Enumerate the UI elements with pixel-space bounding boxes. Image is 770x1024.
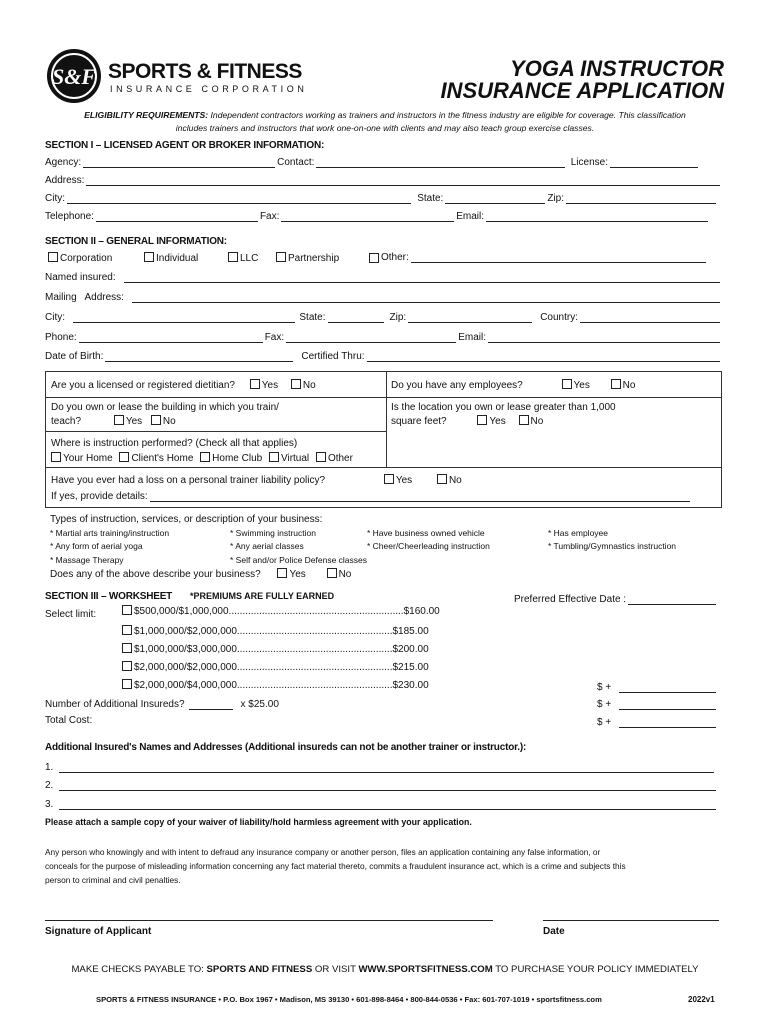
other-row	[369, 252, 708, 263]
employees-no-checkbox[interactable]	[611, 379, 621, 389]
dietitian-question: Are you a licensed or registered dietitian? Yes No	[51, 380, 316, 391]
grid-divider-h2	[45, 431, 387, 432]
brand-sub: INSURANCE CORPORATION	[110, 84, 308, 94]
dob-row	[45, 351, 722, 362]
instruction-item: * Have business owned vehicle	[367, 528, 485, 538]
telephone-label: Telephone:	[45, 211, 94, 222]
svg-text:S&F: S&F	[51, 64, 97, 89]
state2-label: State:	[299, 312, 326, 323]
instruction-item: * Massage Therapy	[50, 555, 124, 565]
loss-details-field[interactable]	[150, 491, 690, 502]
date-line[interactable]	[543, 920, 719, 921]
home-club-checkbox[interactable]	[200, 452, 210, 462]
eligibility-line1: Independent contractors working as trainers and instructors in the fitness industry are eligible for coverage. This classification	[208, 110, 686, 120]
corporation-checkbox[interactable]	[48, 252, 58, 262]
fax2-field[interactable]	[286, 332, 456, 343]
subtotal-field-1[interactable]	[619, 682, 716, 693]
llc-option[interactable]: LLC	[228, 252, 258, 264]
additional-insured-row: 2.	[45, 780, 718, 791]
limit-option[interactable]: $500,000/$1,000,000...............................................................$160.00	[122, 605, 440, 617]
additional-insured-field-1[interactable]	[59, 762, 714, 773]
email2-field[interactable]	[488, 332, 720, 343]
footer-contact: SPORTS & FITNESS INSURANCE • P.O. Box 1967 • Madison, MS 39130 • 601-898-8464 • 800-844-0536 • Fax: 601-707-1019 • sportsfitness.com	[96, 995, 602, 1004]
subtotal-row-1: $ +	[597, 682, 718, 693]
clients-home-checkbox[interactable]	[119, 452, 129, 462]
limit-option[interactable]: $1,000,000/$3,000,000........................................................$200.00	[122, 643, 429, 655]
eligibility-label: ELIGIBILITY REQUIREMENTS:	[84, 110, 209, 120]
signature-label: Signature of Applicant	[45, 926, 152, 937]
own-lease-no-checkbox[interactable]	[151, 415, 161, 425]
limit-option[interactable]: $2,000,000/$4,000,000........................................................$230.00	[122, 679, 429, 691]
phone-row	[45, 332, 722, 343]
subtotal-row-2: $ +	[597, 699, 718, 710]
zip2-label: Zip:	[389, 312, 407, 323]
additional-insured-field-2[interactable]	[59, 780, 716, 791]
loss-details-label: If yes, provide details:	[51, 491, 148, 502]
other-label: Other:	[381, 252, 409, 263]
section2-heading: SECTION II – GENERAL INFORMATION:	[45, 236, 227, 247]
grid-divider-h3	[45, 467, 722, 468]
subtotal-field-2[interactable]	[619, 699, 716, 710]
virtual-checkbox[interactable]	[269, 452, 279, 462]
limit-option[interactable]: $2,000,000/$2,000,000........................................................$215.00	[122, 661, 429, 673]
times-price: x $25.00	[240, 699, 279, 710]
brand-name: SPORTS & FITNESS	[108, 60, 302, 83]
city2-field[interactable]	[73, 312, 295, 323]
email-label: Email:	[456, 211, 484, 222]
loss-yes-checkbox[interactable]	[384, 474, 394, 484]
zip-label: Zip:	[547, 193, 564, 204]
fax-field[interactable]	[281, 211, 454, 222]
total-cost-label: Total Cost:	[45, 715, 93, 726]
state-label: State:	[417, 193, 444, 204]
grid-divider-h1	[45, 397, 722, 398]
llc-checkbox[interactable]	[228, 252, 238, 262]
telephone-field[interactable]	[96, 211, 258, 222]
additional-insured-field-3[interactable]	[59, 799, 716, 810]
named-insured-label: Named insured:	[45, 272, 116, 283]
license-label: License:	[570, 157, 608, 168]
num-additional-field[interactable]	[189, 699, 233, 710]
agency-row	[45, 157, 700, 168]
other-location-checkbox[interactable]	[316, 452, 326, 462]
named-insured-field[interactable]	[124, 272, 720, 283]
email-field[interactable]	[486, 211, 708, 222]
additional-heading: Additional Insured's Names and Addresses (Additional insureds can not be another trainer or instructor.):	[45, 742, 527, 753]
mailing-address-field[interactable]	[132, 292, 720, 303]
eligibility-text	[45, 109, 725, 135]
certified-thru-label: Certified Thru:	[301, 351, 365, 362]
zip2-field[interactable]	[408, 312, 532, 323]
instruction-heading: Types of instruction, services, or description of your business:	[50, 514, 323, 525]
instruction-item: * Self and/or Police Defense classes	[230, 555, 368, 565]
subtotal-row-3: $ +	[597, 717, 718, 728]
city-row-2	[45, 312, 722, 323]
grid-divider-v	[386, 371, 387, 467]
your-home-checkbox[interactable]	[51, 452, 61, 462]
loss-question: Have you ever had a loss on a personal trainer liability policy? Yes No	[51, 475, 462, 486]
limit-checkbox[interactable]	[122, 643, 132, 653]
location-yes-checkbox[interactable]	[477, 415, 487, 425]
additional-insured-row: 3.	[45, 799, 718, 810]
individual-checkbox[interactable]	[144, 252, 154, 262]
country-label: Country:	[540, 312, 578, 323]
describe-question: Does any of the above describe your business? Yes No	[50, 569, 352, 580]
dob-field[interactable]	[105, 351, 293, 362]
other-field[interactable]	[411, 252, 706, 263]
own-lease-question: Do you own or lease the building in which you train/ teach? Yes No	[51, 402, 279, 427]
mailing-address-row	[45, 292, 722, 303]
email2-label: Email:	[458, 332, 486, 343]
location-no-checkbox[interactable]	[519, 415, 529, 425]
zip-field[interactable]	[566, 193, 716, 204]
section1-heading: SECTION I – LICENSED AGENT OR BROKER INFORMATION:	[45, 140, 325, 151]
website-link[interactable]: WWW.SPORTSFITNESS.COM	[358, 964, 493, 975]
entity-type-row	[48, 252, 340, 264]
date-label: Date	[543, 926, 565, 937]
instruction-item: * Any form of aerial yoga	[50, 541, 143, 551]
address-label: Address:	[45, 175, 85, 186]
attach-note: Please attach a sample copy of your waiver of liability/hold harmless agreement with your application.	[45, 817, 472, 827]
effective-date-label: Preferred Effective Date :	[514, 594, 627, 605]
address-row-1	[45, 175, 722, 186]
instruction-item: * Has employee	[548, 528, 609, 538]
certified-thru-field[interactable]	[367, 351, 720, 362]
employees-yes-checkbox[interactable]	[562, 379, 572, 389]
checks-payable: MAKE CHECKS PAYABLE TO: SPORTS AND FITNESS OR VISIT WWW.SPORTSFITNESS.COM TO PURCHASE YOUR POLICY IMMEDIATELY	[71, 964, 699, 975]
dob-label: Date of Birth:	[45, 351, 104, 362]
limit-checkbox[interactable]	[122, 661, 132, 671]
describe-yes-checkbox[interactable]	[277, 568, 287, 578]
fax-label: Fax:	[259, 211, 280, 222]
other-checkbox[interactable]	[369, 253, 379, 263]
instruction-item: * Cheer/Cheerleading instruction	[367, 541, 490, 551]
premiums-note: *PREMIUMS ARE FULLY EARNED	[190, 591, 335, 601]
partnership-option[interactable]: Partnership	[276, 252, 339, 264]
logo-emblem	[46, 48, 102, 104]
total-cost-field[interactable]	[619, 717, 716, 728]
effective-date-row	[514, 594, 718, 605]
telephone-row	[45, 211, 710, 222]
city-row-1	[45, 193, 718, 204]
select-limit-label: Select limit:	[45, 609, 97, 620]
state-field[interactable]	[445, 193, 545, 204]
instruction-item: * Any aerial classes	[230, 541, 304, 551]
address-field[interactable]	[86, 175, 720, 186]
limit-checkbox[interactable]	[122, 605, 132, 615]
additional-insured-row: 1.	[45, 762, 716, 773]
additional-count-row	[45, 699, 300, 710]
named-insured-row	[45, 272, 722, 283]
dietitian-no-checkbox[interactable]	[291, 379, 301, 389]
limit-checkbox[interactable]	[122, 625, 132, 635]
fax2-label: Fax:	[264, 332, 285, 343]
agency-label: Agency:	[45, 157, 82, 168]
instruction-item: * Martial arts training/instruction	[50, 528, 170, 538]
limit-option[interactable]: $1,000,000/$2,000,000........................................................$185.00	[122, 625, 429, 637]
state2-field[interactable]	[328, 312, 384, 323]
describe-no-checkbox[interactable]	[327, 568, 337, 578]
city-field[interactable]	[67, 193, 411, 204]
individual-option[interactable]: Individual	[144, 252, 198, 264]
phone-field[interactable]	[79, 332, 263, 343]
signature-line[interactable]	[45, 920, 493, 921]
loss-details-row	[51, 491, 692, 502]
effective-date-field[interactable]	[628, 594, 716, 605]
agency-field[interactable]	[83, 157, 275, 168]
section3-heading: SECTION III – WORKSHEET	[45, 591, 173, 602]
corporation-option[interactable]: Corporation	[48, 253, 112, 264]
form-version: 2022v1	[688, 995, 715, 1004]
phone-label: Phone:	[45, 332, 77, 343]
city-label: City:	[45, 193, 65, 204]
own-lease-yes-checkbox[interactable]	[114, 415, 124, 425]
loss-no-checkbox[interactable]	[437, 474, 447, 484]
contact-label: Contact:	[277, 157, 315, 168]
contact-field[interactable]	[316, 157, 564, 168]
city2-label: City:	[45, 312, 65, 323]
dietitian-yes-checkbox[interactable]	[250, 379, 260, 389]
where-question: Where is instruction performed? (Check all that applies) Your Home Client's Home Home Club Virtual Other	[51, 438, 353, 464]
license-field[interactable]	[610, 157, 698, 168]
country-field[interactable]	[580, 312, 720, 323]
partnership-checkbox[interactable]	[276, 252, 286, 262]
limit-checkbox[interactable]	[122, 679, 132, 689]
fraud-notice: Any person who knowingly and with intent to defraud any insurance company or another person, files an application containing any false information, or conceals for the purpose of misleading information concerning any fact material thereto, commits a fraudulent insurance act, which is a crime and subjects this person to criminal and civil penalties.	[45, 847, 626, 885]
eligibility-line2: includes trainers and instructors that work one-on-one with clients and may also teach group exercise classes.	[175, 123, 595, 133]
num-additional-label: Number of Additional Insureds?	[45, 699, 185, 710]
instruction-item: * Swimming instruction	[230, 528, 316, 538]
mailing-address-label: Mailing Address:	[45, 292, 124, 303]
instruction-item: * Tumbling/Gymnastics instruction	[548, 541, 677, 551]
location-question: Is the location you own or lease greater than 1,000 square feet? Yes No	[391, 402, 616, 427]
page-title-line2: INSURANCE APPLICATION	[440, 78, 724, 103]
employees-question: Do you have any employees? Yes No	[391, 380, 636, 391]
logo	[46, 48, 102, 104]
page-title-line1: YOGA INSTRUCTOR	[510, 56, 724, 81]
